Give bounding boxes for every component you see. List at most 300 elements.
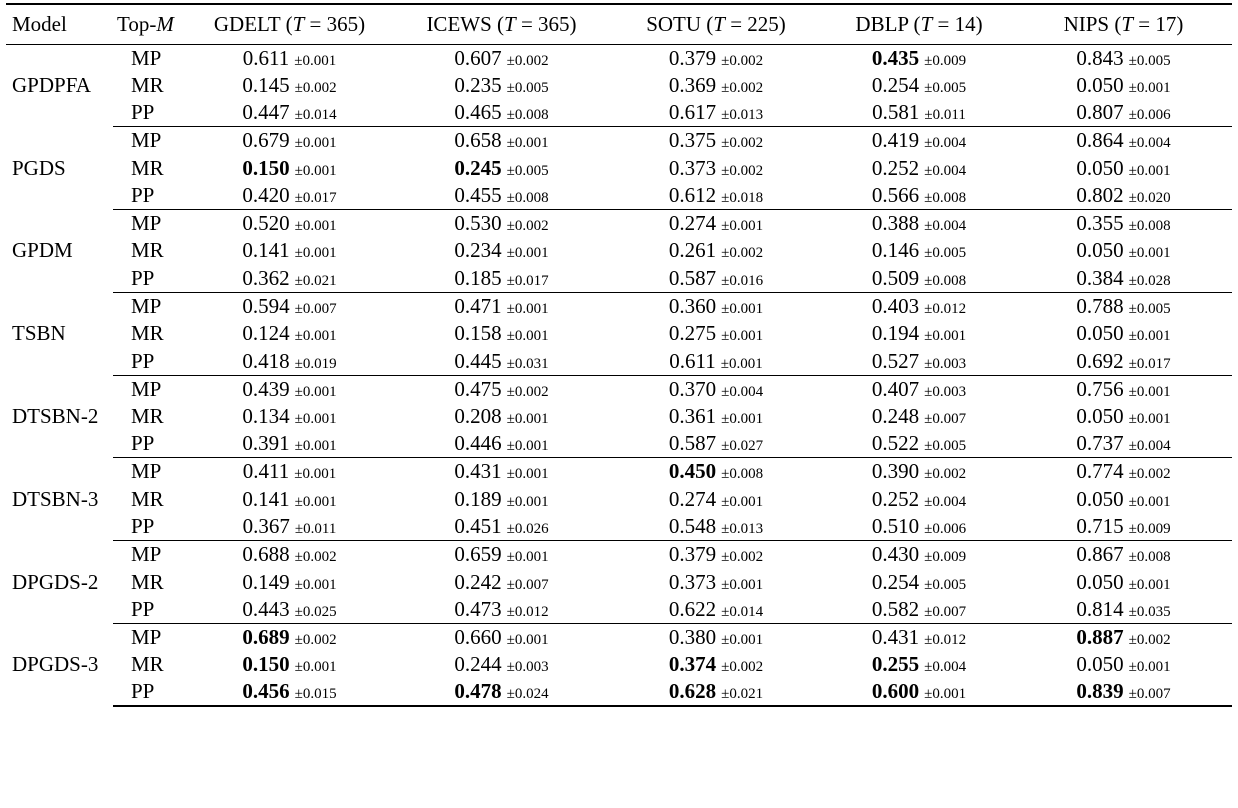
value-cell — [394, 623, 609, 651]
mean-value: 0.450 — [668, 459, 717, 484]
std-value: ±0.008 — [721, 466, 764, 483]
table-row — [6, 237, 1232, 265]
value-cell — [609, 568, 823, 596]
header-topm — [113, 4, 185, 44]
metric-label: MP — [131, 625, 162, 650]
table-row — [6, 210, 1232, 238]
mean-value: 0.248 — [871, 404, 920, 429]
std-value: ±0.001 — [294, 383, 337, 400]
value-cell — [609, 320, 823, 348]
value-cell — [823, 348, 1015, 376]
mean-value: 0.384 — [1076, 265, 1124, 290]
std-value: ±0.001 — [506, 245, 549, 262]
std-value: ±0.017 — [294, 190, 337, 207]
mean-value: 0.628 — [668, 679, 717, 704]
metric-label: PP — [113, 513, 185, 541]
mean-value: 0.566 — [871, 183, 920, 208]
dataset-t-var: T — [292, 11, 305, 36]
table-row — [6, 430, 1232, 458]
mean-value: 0.843 — [1076, 45, 1124, 70]
std-value: ±0.009 — [924, 52, 967, 69]
value-cell — [823, 154, 1015, 182]
mean-value: 0.373 — [668, 155, 717, 180]
metric-label: PP — [113, 265, 185, 293]
value-cell — [185, 623, 394, 651]
table-row — [6, 154, 1232, 182]
table-row — [6, 651, 1232, 679]
std-value: ±0.001 — [1128, 383, 1171, 400]
std-value: ±0.005 — [924, 438, 967, 455]
metric-label: MP — [131, 128, 162, 153]
value-cell — [823, 375, 1015, 403]
value-cell — [609, 623, 823, 651]
value-cell — [394, 320, 609, 348]
std-value: ±0.002 — [294, 632, 337, 649]
metric-label: MR — [131, 72, 164, 97]
std-value: ±0.001 — [294, 493, 337, 510]
value-cell — [609, 541, 823, 569]
std-value: ±0.002 — [721, 549, 764, 566]
std-value: ±0.001 — [294, 52, 337, 69]
std-value: ±0.001 — [720, 355, 763, 372]
value-cell — [609, 348, 823, 376]
dataset-t-value: = 365) — [515, 11, 577, 36]
table-row — [6, 320, 1232, 348]
model-name: TSBN — [12, 321, 66, 346]
header-row — [6, 4, 1232, 44]
mean-value: 0.050 — [1076, 321, 1124, 346]
value-cell — [394, 127, 609, 155]
std-value: ±0.001 — [506, 411, 549, 428]
mean-value: 0.244 — [454, 652, 502, 677]
std-value: ±0.007 — [1128, 686, 1171, 703]
value-cell — [394, 210, 609, 238]
value-cell — [394, 72, 609, 100]
value-cell — [185, 486, 394, 514]
metric-label: MR — [131, 652, 164, 677]
std-value: ±0.001 — [721, 493, 764, 510]
table-row — [6, 72, 1232, 100]
std-value: ±0.001 — [506, 549, 549, 566]
mean-value: 0.274 — [668, 211, 717, 236]
std-value: ±0.007 — [294, 300, 337, 317]
value-cell — [1015, 182, 1232, 210]
mean-value: 0.660 — [454, 625, 502, 650]
std-value: ±0.001 — [294, 659, 337, 676]
std-value: ±0.004 — [924, 135, 967, 152]
value-cell — [609, 458, 823, 486]
std-value: ±0.016 — [721, 272, 764, 289]
std-value: ±0.001 — [294, 218, 337, 235]
std-value: ±0.007 — [506, 576, 549, 593]
value-cell — [1015, 623, 1232, 651]
mean-value: 0.430 — [871, 542, 920, 567]
value-cell — [609, 403, 823, 431]
metric-label: MP — [131, 376, 162, 401]
std-value: ±0.004 — [1128, 135, 1171, 152]
std-value: ±0.001 — [506, 300, 549, 317]
std-value: ±0.001 — [924, 686, 967, 703]
mean-value: 0.478 — [454, 679, 502, 704]
table-row — [6, 568, 1232, 596]
mean-value: 0.420 — [242, 183, 290, 208]
value-cell — [394, 651, 609, 679]
std-value: ±0.021 — [721, 686, 764, 703]
std-value: ±0.001 — [294, 135, 337, 152]
std-value: ±0.008 — [924, 190, 967, 207]
std-value: ±0.014 — [721, 603, 764, 620]
value-cell — [185, 430, 394, 458]
value-cell — [394, 375, 609, 403]
mean-value: 0.274 — [668, 486, 717, 511]
std-value: ±0.006 — [1128, 107, 1171, 124]
mean-value: 0.774 — [1076, 459, 1124, 484]
mean-value: 0.594 — [242, 293, 290, 318]
std-value: ±0.005 — [1128, 52, 1171, 69]
mean-value: 0.839 — [1076, 679, 1124, 704]
value-cell — [823, 458, 1015, 486]
header-topm-prefix: Top- — [117, 11, 157, 36]
table-row — [6, 458, 1232, 486]
mean-value: 0.367 — [242, 514, 290, 539]
std-value: ±0.002 — [506, 218, 549, 235]
value-cell — [823, 127, 1015, 155]
model-name: GPDPFA — [12, 73, 91, 98]
value-cell — [185, 651, 394, 679]
std-value: ±0.026 — [506, 521, 549, 538]
std-value: ±0.001 — [1128, 493, 1171, 510]
metric-label: MR — [131, 404, 164, 429]
mean-value: 0.456 — [242, 679, 290, 704]
metric-label: MR — [131, 321, 164, 346]
mean-value: 0.607 — [454, 45, 502, 70]
mean-value: 0.141 — [242, 238, 290, 263]
mean-value: 0.158 — [454, 321, 502, 346]
mean-value: 0.622 — [668, 596, 717, 621]
table-row — [6, 265, 1232, 293]
mean-value: 0.194 — [871, 321, 920, 346]
value-cell — [1015, 237, 1232, 265]
mean-value: 0.509 — [871, 265, 920, 290]
mean-value: 0.185 — [454, 265, 502, 290]
value-cell — [185, 182, 394, 210]
mean-value: 0.189 — [454, 486, 502, 511]
std-value: ±0.002 — [1128, 632, 1171, 649]
std-value: ±0.025 — [294, 603, 337, 620]
mean-value: 0.124 — [242, 321, 290, 346]
table-row — [6, 44, 1232, 72]
mean-value: 0.369 — [668, 72, 717, 97]
std-value: ±0.002 — [721, 162, 764, 179]
std-value: ±0.002 — [294, 79, 337, 96]
table-row — [6, 679, 1232, 707]
std-value: ±0.005 — [506, 162, 549, 179]
value-cell — [609, 44, 823, 72]
value-cell — [394, 679, 609, 707]
mean-value: 0.370 — [668, 376, 717, 401]
mean-value: 0.689 — [242, 625, 290, 650]
metric-label: PP — [113, 348, 185, 376]
metric-label: PP — [113, 99, 185, 127]
mean-value: 0.587 — [668, 431, 717, 456]
mean-value: 0.520 — [242, 211, 290, 236]
std-value: ±0.002 — [721, 245, 764, 262]
mean-value: 0.455 — [454, 183, 502, 208]
mean-value: 0.050 — [1076, 569, 1124, 594]
value-cell — [394, 541, 609, 569]
dataset-t-value: = 365) — [304, 11, 366, 36]
metric-label: MR — [131, 569, 164, 594]
std-value: ±0.013 — [721, 521, 764, 538]
value-cell — [823, 596, 1015, 624]
value-cell — [394, 265, 609, 293]
value-cell — [823, 44, 1015, 72]
mean-value: 0.659 — [454, 542, 502, 567]
std-value: ±0.012 — [924, 632, 967, 649]
value-cell — [185, 127, 394, 155]
value-cell — [1015, 513, 1232, 541]
mean-value: 0.375 — [668, 128, 717, 153]
mean-value: 0.788 — [1076, 293, 1124, 318]
std-value: ±0.015 — [294, 686, 337, 703]
value-cell — [609, 679, 823, 707]
mean-value: 0.275 — [668, 321, 717, 346]
table-row — [6, 375, 1232, 403]
mean-value: 0.134 — [242, 404, 290, 429]
value-cell — [1015, 430, 1232, 458]
value-cell — [823, 403, 1015, 431]
mean-value: 0.617 — [668, 100, 717, 125]
std-value: ±0.011 — [924, 107, 966, 124]
value-cell — [609, 72, 823, 100]
table-row — [6, 513, 1232, 541]
mean-value: 0.471 — [454, 293, 502, 318]
value-cell — [185, 237, 394, 265]
mean-value: 0.679 — [242, 128, 290, 153]
mean-value: 0.611 — [242, 45, 290, 70]
value-cell — [1015, 679, 1232, 707]
value-cell — [185, 99, 394, 127]
value-cell — [394, 458, 609, 486]
mean-value: 0.360 — [668, 293, 717, 318]
mean-value: 0.150 — [242, 652, 290, 677]
std-value: ±0.007 — [924, 411, 967, 428]
mean-value: 0.814 — [1076, 596, 1124, 621]
mean-value: 0.658 — [454, 128, 502, 153]
mean-value: 0.141 — [242, 486, 290, 511]
mean-value: 0.208 — [454, 404, 502, 429]
mean-value: 0.254 — [871, 569, 920, 594]
mean-value: 0.582 — [871, 596, 920, 621]
std-value: ±0.017 — [1128, 355, 1171, 372]
metric-label: PP — [113, 182, 185, 210]
std-value: ±0.024 — [506, 686, 549, 703]
std-value: ±0.004 — [924, 162, 967, 179]
std-value: ±0.001 — [294, 466, 337, 483]
value-cell — [185, 375, 394, 403]
std-value: ±0.006 — [924, 521, 967, 538]
value-cell — [185, 348, 394, 376]
value-cell — [609, 265, 823, 293]
std-value: ±0.008 — [1128, 549, 1171, 566]
std-value: ±0.001 — [294, 576, 337, 593]
mean-value: 0.146 — [871, 238, 920, 263]
dataset-t-var: T — [713, 11, 725, 36]
value-cell — [1015, 375, 1232, 403]
mean-value: 0.465 — [454, 100, 502, 125]
mean-value: 0.261 — [668, 238, 717, 263]
value-cell — [823, 430, 1015, 458]
model-name: DTSBN-2 — [12, 404, 99, 429]
value-cell — [1015, 320, 1232, 348]
mean-value: 0.145 — [242, 72, 290, 97]
value-cell — [394, 292, 609, 320]
mean-value: 0.600 — [871, 679, 920, 704]
std-value: ±0.008 — [924, 272, 967, 289]
mean-value: 0.050 — [1076, 72, 1124, 97]
std-value: ±0.001 — [294, 162, 337, 179]
value-cell — [185, 458, 394, 486]
std-value: ±0.002 — [721, 79, 764, 96]
std-value: ±0.017 — [506, 272, 549, 289]
mean-value: 0.374 — [668, 652, 717, 677]
mean-value: 0.522 — [871, 431, 920, 456]
value-cell — [394, 44, 609, 72]
value-cell — [1015, 651, 1232, 679]
std-value: ±0.019 — [294, 355, 337, 372]
value-cell — [1015, 292, 1232, 320]
value-cell — [185, 44, 394, 72]
mean-value: 0.242 — [454, 569, 502, 594]
value-cell — [609, 651, 823, 679]
value-cell — [609, 127, 823, 155]
value-cell — [1015, 127, 1232, 155]
value-cell — [823, 513, 1015, 541]
std-value: ±0.005 — [1128, 300, 1171, 317]
value-cell — [185, 265, 394, 293]
std-value: ±0.004 — [924, 218, 967, 235]
mean-value: 0.446 — [454, 431, 502, 456]
model-name: DTSBN-3 — [12, 486, 99, 511]
value-cell — [609, 237, 823, 265]
std-value: ±0.001 — [506, 438, 549, 455]
mean-value: 0.050 — [1076, 155, 1124, 180]
std-value: ±0.009 — [924, 549, 967, 566]
value-cell — [823, 210, 1015, 238]
mean-value: 0.715 — [1076, 514, 1124, 539]
std-value: ±0.001 — [294, 328, 337, 345]
mean-value: 0.403 — [871, 293, 920, 318]
table-row — [6, 596, 1232, 624]
value-cell — [1015, 541, 1232, 569]
metric-label: MP — [131, 542, 162, 567]
value-cell — [609, 513, 823, 541]
std-value: ±0.001 — [1128, 576, 1171, 593]
mean-value: 0.411 — [242, 459, 290, 484]
value-cell — [823, 320, 1015, 348]
std-value: ±0.001 — [924, 328, 967, 345]
mean-value: 0.252 — [871, 155, 920, 180]
value-cell — [185, 679, 394, 707]
dataset-name: DBLP ( — [855, 11, 921, 36]
std-value: ±0.002 — [506, 383, 549, 400]
std-value: ±0.001 — [721, 632, 764, 649]
mean-value: 0.692 — [1076, 348, 1124, 373]
value-cell — [823, 292, 1015, 320]
std-value: ±0.012 — [924, 300, 967, 317]
std-value: ±0.004 — [924, 493, 967, 510]
std-value: ±0.007 — [924, 603, 967, 620]
dataset-t-value: = 14) — [932, 11, 983, 36]
std-value: ±0.004 — [721, 383, 764, 400]
std-value: ±0.001 — [721, 328, 764, 345]
std-value: ±0.001 — [506, 328, 549, 345]
model-name: DPGDS-2 — [12, 569, 99, 594]
value-cell — [823, 182, 1015, 210]
std-value: ±0.013 — [721, 107, 764, 124]
value-cell — [185, 320, 394, 348]
std-value: ±0.001 — [1128, 328, 1171, 345]
mean-value: 0.611 — [669, 348, 716, 373]
mean-value: 0.510 — [871, 514, 920, 539]
value-cell — [394, 348, 609, 376]
value-cell — [394, 403, 609, 431]
value-cell — [185, 292, 394, 320]
value-cell — [1015, 403, 1232, 431]
std-value: ±0.002 — [721, 135, 764, 152]
value-cell — [1015, 348, 1232, 376]
mean-value: 0.612 — [668, 183, 717, 208]
mean-value: 0.254 — [871, 72, 920, 97]
mean-value: 0.431 — [454, 459, 502, 484]
mean-value: 0.407 — [871, 376, 920, 401]
metric-label: MR — [131, 238, 164, 263]
value-cell — [1015, 458, 1232, 486]
value-cell — [185, 403, 394, 431]
value-cell — [1015, 210, 1232, 238]
value-cell — [823, 265, 1015, 293]
std-value: ±0.021 — [294, 272, 337, 289]
value-cell — [185, 596, 394, 624]
std-value: ±0.031 — [506, 355, 549, 372]
std-value: ±0.001 — [506, 632, 549, 649]
mean-value: 0.807 — [1076, 100, 1124, 125]
metric-label: MP — [131, 211, 162, 236]
value-cell — [185, 541, 394, 569]
dataset-t-var: T — [1121, 11, 1134, 36]
value-cell — [609, 99, 823, 127]
mean-value: 0.419 — [871, 128, 920, 153]
std-value: ±0.008 — [506, 107, 549, 124]
std-value: ±0.002 — [721, 52, 764, 69]
value-cell — [823, 99, 1015, 127]
model-name: GPDM — [12, 238, 73, 263]
mean-value: 0.388 — [871, 211, 920, 236]
std-value: ±0.005 — [924, 245, 967, 262]
std-value: ±0.014 — [294, 107, 337, 124]
value-cell — [394, 154, 609, 182]
value-cell — [394, 513, 609, 541]
std-value: ±0.002 — [924, 466, 967, 483]
mean-value: 0.373 — [668, 569, 717, 594]
table-row — [6, 99, 1232, 127]
mean-value: 0.379 — [668, 45, 717, 70]
mean-value: 0.887 — [1076, 625, 1124, 650]
mean-value: 0.380 — [668, 625, 717, 650]
mean-value: 0.867 — [1076, 542, 1124, 567]
value-cell — [1015, 154, 1232, 182]
std-value: ±0.001 — [721, 218, 764, 235]
